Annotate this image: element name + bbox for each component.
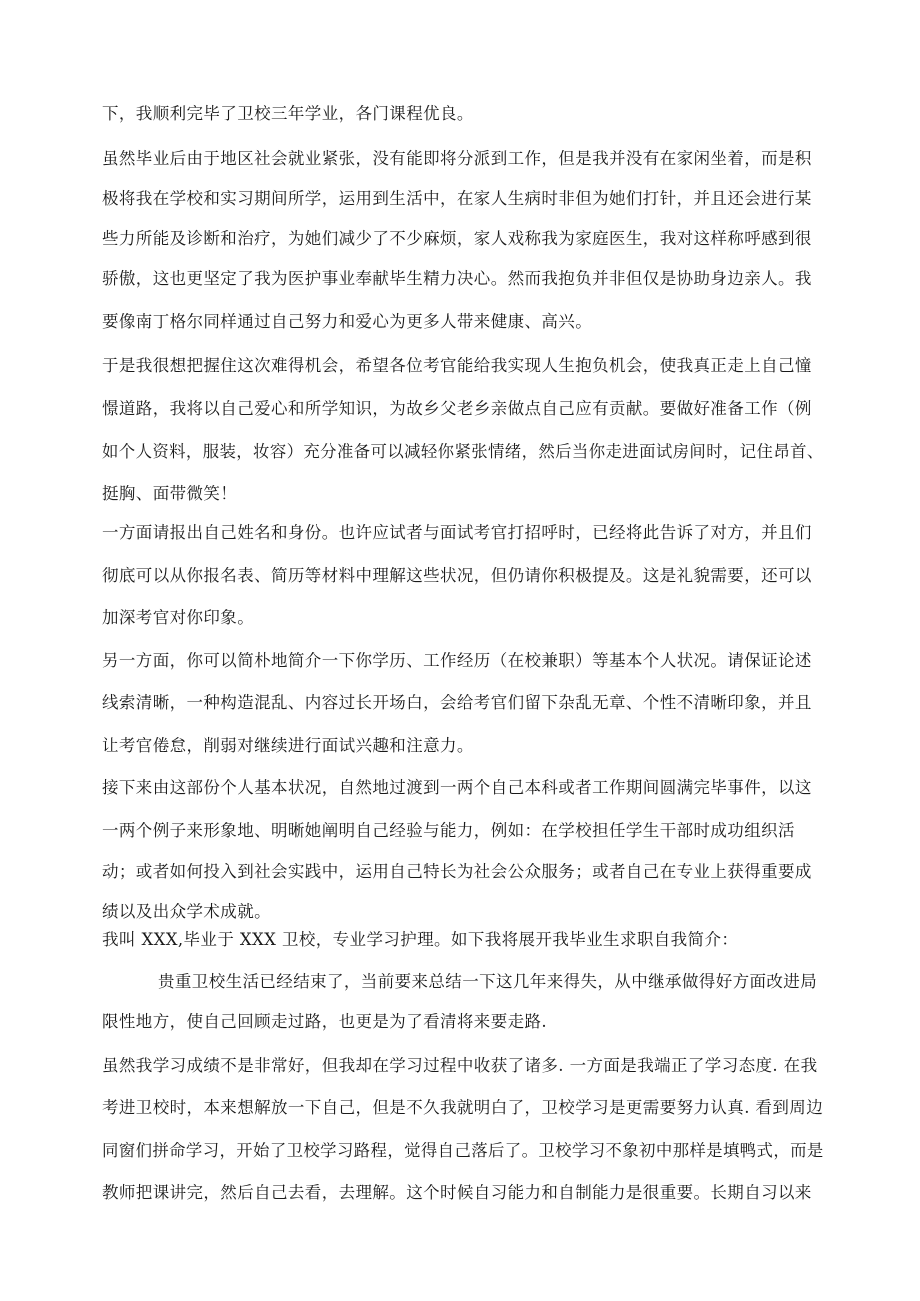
text-line: 考进卫校时，本来想解放一下自己，但是不久我就明白了，卫校学习是更需要努力认真. 看到周边 bbox=[102, 1098, 824, 1117]
text-line: 另一方面，你可以简朴地简介一下你学历、工作经历（在校兼职）等基本个人状况。请保证论述 bbox=[102, 651, 812, 670]
text-line: 动；或者如何投入到社会实践中，运用自己特长为社会公众服务；或者自己在专业上获得重要成 bbox=[102, 862, 812, 881]
text-line: 一两个例子来形象地、明晰她阐明自己经验与能力，例如：在学校担任学生干部时成功组织活 bbox=[102, 821, 795, 840]
text-line: 如个人资料，服装，妆容）充分准备可以减轻你紧张情绪，然后当你走进面试房间时，记住昂首、 bbox=[102, 442, 824, 461]
text-line: 一方面请报出自己姓名和身份。也许应试者与面试考官打招呼时，已经将此告诉了对方，并且们 bbox=[102, 523, 812, 542]
text-line: 绩以及出众学术成就。 bbox=[102, 902, 271, 921]
text-line: 让考官倦怠，削弱对继续进行面试兴趣和注意力。 bbox=[102, 736, 474, 755]
text-line: 要像南丁格尔同样通过自己努力和爱心为更多人带来健康、高兴。 bbox=[102, 312, 593, 331]
text-line: 挺胸、面带微笑！ bbox=[102, 484, 238, 503]
text-line: 骄傲，这也更坚定了我为医护事业奉献毕生精力决心。然而我抱负并非但仅是协助身边亲人。我 bbox=[102, 269, 812, 288]
text-line: 下，我顺利完毕了卫校三年学业，各门课程优良。 bbox=[102, 104, 474, 123]
text-line: 彻底可以从你报名表、简历等材料中理解这些状况，但仍请你积极提及。这是礼貌需要，还可以 bbox=[102, 566, 812, 585]
text-line: 我叫 XXX,毕业于 XXX 卫校，专业学习护理。如下我将展开我毕业生求职自我简介： bbox=[102, 930, 739, 949]
text-line: 加深考官对你印象。 bbox=[102, 608, 255, 627]
text-line: 线索清晰，一种构造混乱、内容过长开场白，会给考官们留下杂乱无章、个性不清晰印象，并且 bbox=[102, 693, 812, 712]
text-line: 限性地方，使自己回顾走过路，也更是为了看清将来要走路. bbox=[102, 1012, 548, 1031]
text-line: 极将我在学校和实习期间所学，运用到生活中，在家人生病时非但为她们打针，并且还会进行某 bbox=[102, 189, 812, 208]
text-line: 憬道路，我将以自己爱心和所学知识，为故乡父老乡亲做点自己应有贡献。要做好准备工作（例 bbox=[102, 399, 812, 418]
text-line: 些力所能及诊断和治疗，为她们减少了不少麻烦，家人戏称我为家庭医生，我对这样称呼感到很 bbox=[102, 229, 812, 248]
text-line: 虽然我学习成绩不是非常好，但我却在学习过程中收获了诸多. 一方面是我端正了学习态度. 在我 bbox=[102, 1056, 818, 1075]
text-line: 贵重卫校生活已经结束了，当前要来总结一下这几年来得失，从中继承做得好方面改进局 bbox=[158, 972, 818, 991]
text-line: 虽然毕业后由于地区社会就业紧张，没有能即将分派到工作，但是我并没有在家闲坐着，而是积 bbox=[102, 149, 812, 168]
text-line: 于是我很想把握住这次难得机会，希望各位考官能给我实现人生抱负机会，使我真正走上自己憧 bbox=[102, 356, 812, 375]
text-line: 同窗们拼命学习，开始了卫校学习路程，觉得自己落后了。卫校学习不象初中那样是填鸭式，而是 bbox=[102, 1141, 824, 1160]
text-line: 接下来由这部份个人基本状况，自然地过渡到一两个自己本科或者工作期间圆满完毕事件，以这 bbox=[102, 778, 812, 797]
text-line: 教师把课讲完，然后自己去看，去理解。这个时候自习能力和自制能力是很重要。长期自习以来 bbox=[102, 1183, 812, 1202]
